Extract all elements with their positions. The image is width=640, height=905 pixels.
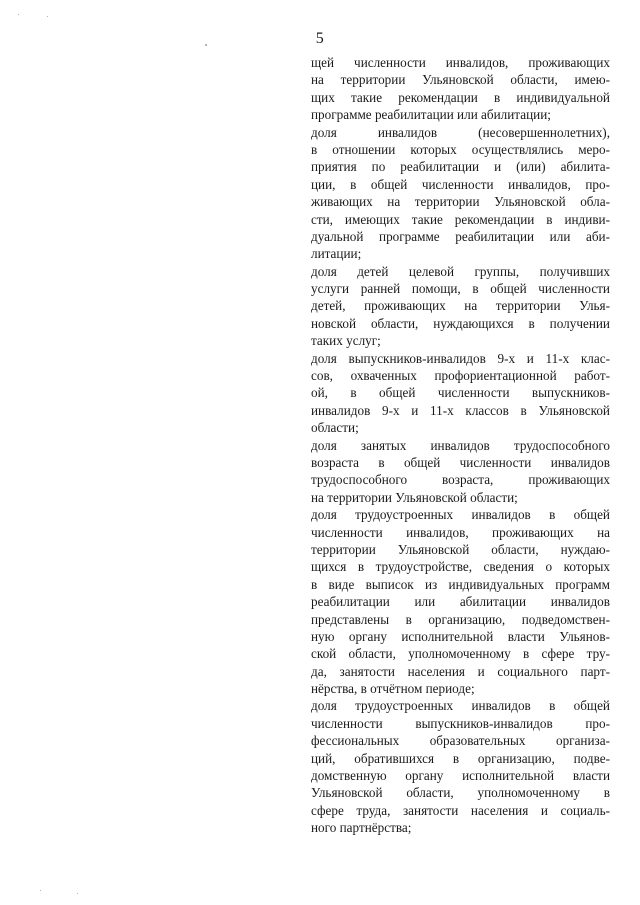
text-line: ой, в общей численности выпускников- (311, 385, 610, 401)
text-line: доля детей целевой группы, получивших (311, 263, 610, 279)
text-line: доля выпускников-инвалидов 9-х и 11-х клас- (311, 350, 610, 366)
scan-speck (77, 893, 78, 894)
text-line: в виде выписок из индивидуальных программ (311, 576, 610, 592)
paragraph (311, 437, 610, 507)
text-line: области; (311, 420, 359, 436)
text-line: территории Ульяновской области, нуждаю- (311, 541, 610, 557)
text-line: щей численности инвалидов, проживающих (311, 55, 610, 70)
text-line: численности инвалидов, проживающих на (311, 524, 610, 540)
text-line: таких услуг; (311, 333, 381, 349)
text-line: живающих на территории Ульяновской обла- (311, 194, 610, 210)
paragraph (311, 263, 610, 350)
body-text (311, 54, 610, 837)
text-line: детей, проживающих на территории Улья- (311, 298, 610, 314)
scan-speck (205, 44, 207, 46)
text-line: ную органу исполнительной власти Ульянов- (311, 628, 610, 644)
text-line: нёрства, в отчётном периоде; (311, 681, 475, 697)
text-line: да, занятости населения и социального парт- (311, 663, 610, 679)
text-line: возраста в общей численности инвалидов (311, 454, 610, 470)
text-line: доля трудоустроенных инвалидов в общей (311, 698, 610, 714)
text-line: программе реабилитации или абилитации; (311, 107, 551, 123)
text-line: на территории Ульяновской области; (311, 489, 518, 505)
text-line: на территории Ульяновской области, имею- (311, 72, 610, 88)
text-line: в отношении которых осуществлялись меро- (311, 141, 610, 157)
text-line: сфере труда, занятости населения и социаль- (311, 802, 610, 818)
text-line: литации; (311, 246, 362, 262)
text-line: Ульяновской области, уполномоченному в (311, 785, 610, 801)
text-line: ции, в общей численности инвалидов, про- (311, 176, 610, 192)
paragraph (311, 54, 610, 124)
paragraph (311, 124, 610, 263)
text-line: доля трудоустроенных инвалидов в общей (311, 507, 610, 523)
text-line: щихся в трудоустройстве, сведения о которых (311, 559, 610, 575)
text-line: сти, имеющих такие рекомендации в индиви- (311, 211, 610, 227)
text-line: дуальной программе реабилитации или аби- (311, 228, 610, 244)
paragraph (311, 350, 610, 437)
text-line: ного партнёрства; (311, 820, 412, 836)
text-line: щих такие рекомендации в индивидуальной (311, 89, 610, 105)
text-line: доля занятых инвалидов трудоспособного (311, 437, 610, 453)
text-line: фессиональных образовательных организа- (311, 733, 610, 749)
text-line: реабилитации или абилитации инвалидов (311, 594, 610, 610)
text-line: сов, охваченных профориентационной работ- (311, 368, 610, 384)
paragraph (311, 697, 610, 836)
text-line: домственную органу исполнительной власти (311, 768, 610, 784)
text-line: новской области, нуждающихся в получении (311, 315, 610, 331)
text-line: ской области, уполномоченному в сфере тру- (311, 646, 610, 662)
text-line: услуги ранней помощи, в общей численности (311, 281, 610, 297)
page-number: 5 (315, 30, 325, 47)
text-line: трудоспособного возраста, проживающих (311, 472, 610, 488)
text-line: ций, обратившихся в организацию, подве- (311, 750, 610, 766)
text-line: приятия по реабилитации и (или) абилита- (311, 159, 610, 175)
text-line: доля инвалидов (несовершеннолетних), (311, 124, 610, 140)
scan-speck (40, 890, 41, 891)
scan-speck (47, 16, 48, 17)
scan-speck (18, 14, 19, 15)
text-line: численности выпускников-инвалидов про- (311, 715, 610, 731)
text-line: представлены в организацию, подведомствен- (311, 611, 610, 627)
paragraph (311, 506, 610, 697)
text-line: инвалидов 9-х и 11-х классов в Ульяновской (311, 402, 610, 418)
